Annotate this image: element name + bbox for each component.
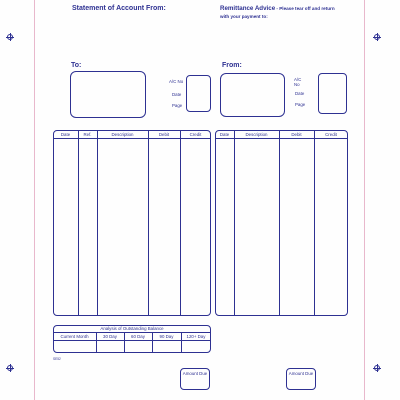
analysis-60-day: 60 Day	[131, 334, 145, 339]
analysis-title: Analysis of Outstanding Balance	[100, 326, 164, 331]
statement-table	[53, 130, 211, 316]
column-header-ref: Ref.	[83, 132, 92, 137]
from-label: From:	[222, 62, 242, 69]
analysis-divider	[53, 340, 211, 341]
analysis-current-month: Current Month	[60, 334, 89, 339]
remit-ac-no-label: A/C No	[294, 77, 302, 87]
registration-mark-icon	[373, 33, 381, 41]
column-divider	[97, 130, 98, 316]
column-header-description: Description	[111, 132, 134, 137]
remit-column-header-date: Date	[219, 132, 230, 137]
right-perforation-line	[364, 0, 365, 400]
statement-table-header-line	[53, 138, 211, 139]
remit-page-label: Page	[295, 102, 306, 107]
to-label: To:	[71, 62, 82, 69]
statement-amount-due-label: Amount Due	[182, 371, 208, 376]
remit-column-header-description: Description	[245, 132, 268, 137]
page-label: Page	[172, 103, 183, 108]
column-divider	[180, 130, 181, 316]
analysis-30-day: 30 Day	[103, 334, 117, 339]
form-code: SE52	[53, 357, 61, 361]
column-divider	[78, 130, 79, 316]
analysis-divider	[53, 332, 211, 333]
registration-mark-icon	[6, 33, 14, 41]
from-address-box	[220, 73, 285, 117]
column-divider	[279, 130, 280, 316]
remit-column-header-credit: Credit	[325, 132, 337, 137]
column-divider	[148, 130, 149, 316]
analysis-120-day: 120+ Day	[186, 334, 206, 339]
analysis-90-day: 90 Day	[159, 334, 174, 339]
column-divider	[314, 130, 315, 316]
registration-mark-icon	[373, 364, 381, 372]
statement-title: Statement of Account From:	[72, 5, 166, 12]
remittance-title-bold: Remittance Advice	[220, 5, 276, 12]
remittance-title-rest: - Please tear off and return with your payment to:	[220, 6, 335, 19]
column-header-credit: Credit	[189, 132, 202, 137]
column-divider	[234, 130, 235, 316]
column-header-debit: Debit	[158, 132, 170, 137]
ac-no-label: A/C No	[169, 79, 184, 84]
to-address-box	[70, 71, 146, 118]
left-perforation-line	[34, 0, 35, 400]
registration-mark-icon	[6, 364, 14, 372]
remit-column-header-debit: Debit	[291, 132, 302, 137]
remit-amount-due-label: Amount Due	[288, 371, 314, 376]
date-label: Date	[172, 92, 182, 97]
account-details-box	[186, 75, 211, 112]
remit-date-label: Date	[295, 91, 305, 96]
remittance-title	[220, 5, 340, 21]
remit-account-details-box	[318, 73, 347, 114]
column-header-date: Date	[60, 132, 71, 137]
